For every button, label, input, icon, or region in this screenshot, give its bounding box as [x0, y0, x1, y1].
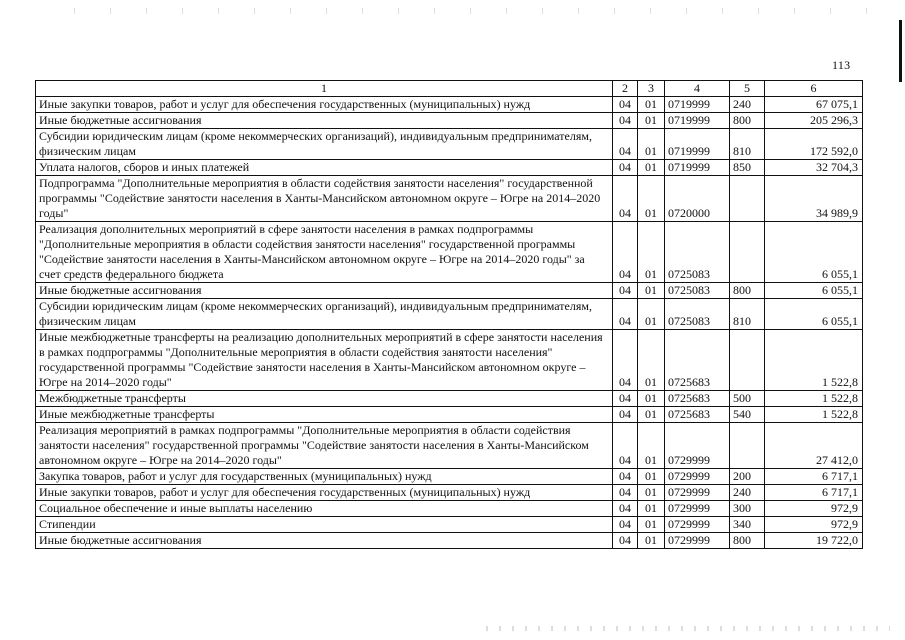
subsection-code-cell: 01	[638, 533, 665, 549]
scan-edge-mark	[899, 20, 902, 82]
section-code-cell: 04	[613, 330, 638, 391]
target-article-cell: 0725083	[665, 299, 730, 330]
expense-type-cell: 300	[730, 501, 765, 517]
table-row	[36, 423, 863, 469]
subsection-code-cell: 01	[638, 407, 665, 423]
header-col-2: 2	[613, 81, 638, 97]
expense-type-cell: 200	[730, 469, 765, 485]
header-col-6: 6	[765, 81, 863, 97]
description-cell: Социальное обеспечение и иные выплаты населению	[36, 501, 613, 517]
section-code-cell: 04	[613, 485, 638, 501]
subsection-code-cell: 01	[638, 299, 665, 330]
amount-cell: 27 412,0	[765, 423, 863, 469]
table-row	[36, 299, 863, 330]
table-row	[36, 283, 863, 299]
section-code-cell: 04	[613, 407, 638, 423]
target-article-cell: 0729999	[665, 485, 730, 501]
table-row	[36, 222, 863, 283]
expense-type-cell	[730, 176, 765, 222]
subsection-code-cell: 01	[638, 283, 665, 299]
header-col-1: 1	[36, 81, 613, 97]
description-cell: Субсидии юридическим лицам (кроме некоммерческих организаций), индивидуальным предпринимателям, физическим лицам	[36, 129, 613, 160]
description-cell: Иные бюджетные ассигнования	[36, 113, 613, 129]
amount-cell: 6 055,1	[765, 222, 863, 283]
description-cell: Реализация дополнительных мероприятий в сфере занятости населения в рамках подпрограммы "Дополнительные мероприятия в области содействия занятости населения" государственной программы "Содействие занятости населения в Ханты-Мансийском автономном округе – Югре на 2014–2020 годы" за счет средств федерального бюджета	[36, 222, 613, 283]
amount-cell: 1 522,8	[765, 330, 863, 391]
amount-cell: 205 296,3	[765, 113, 863, 129]
target-article-cell: 0729999	[665, 423, 730, 469]
expense-type-cell	[730, 330, 765, 391]
amount-cell: 972,9	[765, 517, 863, 533]
amount-cell: 19 722,0	[765, 533, 863, 549]
expense-type-cell	[730, 222, 765, 283]
subsection-code-cell: 01	[638, 160, 665, 176]
section-code-cell: 04	[613, 501, 638, 517]
description-cell: Иные межбюджетные трансферты на реализацию дополнительных мероприятий в сфере занятости населения в рамках подпрограммы "Дополнительные мероприятия в области содействия занятости населения" государственной программы "Содействие занятости населения в Ханты-Мансийском автономном округе – Югре на 2014–2020 годы"	[36, 330, 613, 391]
target-article-cell: 0725083	[665, 283, 730, 299]
target-article-cell: 0725683	[665, 330, 730, 391]
subsection-code-cell: 01	[638, 113, 665, 129]
amount-cell: 32 704,3	[765, 160, 863, 176]
description-cell: Субсидии юридическим лицам (кроме некоммерческих организаций), индивидуальным предпринимателям, физическим лицам	[36, 299, 613, 330]
description-cell: Иные закупки товаров, работ и услуг для обеспечения государственных (муниципальных) нужд	[36, 485, 613, 501]
table-row	[36, 407, 863, 423]
subsection-code-cell: 01	[638, 517, 665, 533]
page-number: 113	[832, 58, 851, 72]
amount-cell: 1 522,8	[765, 407, 863, 423]
expense-type-cell: 540	[730, 407, 765, 423]
description-cell: Закупка товаров, работ и услуг для государственных (муниципальных) нужд	[36, 469, 613, 485]
target-article-cell: 0719999	[665, 113, 730, 129]
table-row	[36, 129, 863, 160]
table-row	[36, 501, 863, 517]
section-code-cell: 04	[613, 469, 638, 485]
expense-type-cell: 340	[730, 517, 765, 533]
table-body	[36, 97, 863, 549]
section-code-cell: 04	[613, 160, 638, 176]
description-cell: Реализация мероприятий в рамках подпрограммы "Дополнительные мероприятия в области содействия занятости населения" государственной программы "Содействие занятости населения в Ханты-Мансийском автономном округе – Югре на 2014–2020 годы"	[36, 423, 613, 469]
expense-type-cell: 800	[730, 533, 765, 549]
table-row	[36, 469, 863, 485]
expense-type-cell	[730, 423, 765, 469]
subsection-code-cell: 01	[638, 129, 665, 160]
target-article-cell: 0719999	[665, 97, 730, 113]
budget-table	[35, 80, 863, 549]
target-article-cell: 0725083	[665, 222, 730, 283]
target-article-cell: 0729999	[665, 533, 730, 549]
expense-type-cell: 240	[730, 97, 765, 113]
header-col-4: 4	[665, 81, 730, 97]
subsection-code-cell: 01	[638, 176, 665, 222]
target-article-cell: 0725683	[665, 407, 730, 423]
section-code-cell: 04	[613, 222, 638, 283]
expense-type-cell: 800	[730, 113, 765, 129]
subsection-code-cell: 01	[638, 222, 665, 283]
scan-noise-top	[60, 8, 880, 14]
scan-noise-bottom	[480, 626, 890, 631]
subsection-code-cell: 01	[638, 391, 665, 407]
amount-cell: 6 055,1	[765, 283, 863, 299]
target-article-cell: 0729999	[665, 501, 730, 517]
description-cell: Иные закупки товаров, работ и услуг для обеспечения государственных (муниципальных) нужд	[36, 97, 613, 113]
subsection-code-cell: 01	[638, 97, 665, 113]
subsection-code-cell: 01	[638, 485, 665, 501]
description-cell: Иные бюджетные ассигнования	[36, 533, 613, 549]
amount-cell: 972,9	[765, 501, 863, 517]
section-code-cell: 04	[613, 517, 638, 533]
section-code-cell: 04	[613, 299, 638, 330]
section-code-cell: 04	[613, 129, 638, 160]
expense-type-cell: 850	[730, 160, 765, 176]
amount-cell: 6 717,1	[765, 469, 863, 485]
expense-type-cell: 240	[730, 485, 765, 501]
amount-cell: 172 592,0	[765, 129, 863, 160]
expense-type-cell: 800	[730, 283, 765, 299]
table-row	[36, 517, 863, 533]
description-cell: Иные бюджетные ассигнования	[36, 283, 613, 299]
table-row	[36, 160, 863, 176]
expense-type-cell: 810	[730, 129, 765, 160]
target-article-cell: 0729999	[665, 469, 730, 485]
table-row	[36, 176, 863, 222]
subsection-code-cell: 01	[638, 330, 665, 391]
subsection-code-cell: 01	[638, 469, 665, 485]
table-row	[36, 533, 863, 549]
section-code-cell: 04	[613, 283, 638, 299]
target-article-cell: 0725683	[665, 391, 730, 407]
target-article-cell: 0719999	[665, 129, 730, 160]
amount-cell: 6 717,1	[765, 485, 863, 501]
section-code-cell: 04	[613, 533, 638, 549]
table-row	[36, 485, 863, 501]
subsection-code-cell: 01	[638, 501, 665, 517]
table-row	[36, 330, 863, 391]
header-col-3: 3	[638, 81, 665, 97]
description-cell: Уплата налогов, сборов и иных платежей	[36, 160, 613, 176]
section-code-cell: 04	[613, 176, 638, 222]
section-code-cell: 04	[613, 391, 638, 407]
table-row	[36, 391, 863, 407]
description-cell: Подпрограмма "Дополнительные мероприятия в области содействия занятости населения" государственной программы "Содействие занятости населения в Ханты-Мансийском автономном округе – Югре на 2014–2020 годы"	[36, 176, 613, 222]
table-row	[36, 113, 863, 129]
section-code-cell: 04	[613, 113, 638, 129]
section-code-cell: 04	[613, 423, 638, 469]
amount-cell: 67 075,1	[765, 97, 863, 113]
expense-type-cell: 810	[730, 299, 765, 330]
target-article-cell: 0719999	[665, 160, 730, 176]
description-cell: Иные межбюджетные трансферты	[36, 407, 613, 423]
amount-cell: 34 989,9	[765, 176, 863, 222]
description-cell: Стипендии	[36, 517, 613, 533]
table-row	[36, 97, 863, 113]
target-article-cell: 0729999	[665, 517, 730, 533]
amount-cell: 6 055,1	[765, 299, 863, 330]
table-header-row	[36, 81, 863, 97]
subsection-code-cell: 01	[638, 423, 665, 469]
header-col-5: 5	[730, 81, 765, 97]
amount-cell: 1 522,8	[765, 391, 863, 407]
target-article-cell: 0720000	[665, 176, 730, 222]
section-code-cell: 04	[613, 97, 638, 113]
expense-type-cell: 500	[730, 391, 765, 407]
description-cell: Межбюджетные трансферты	[36, 391, 613, 407]
